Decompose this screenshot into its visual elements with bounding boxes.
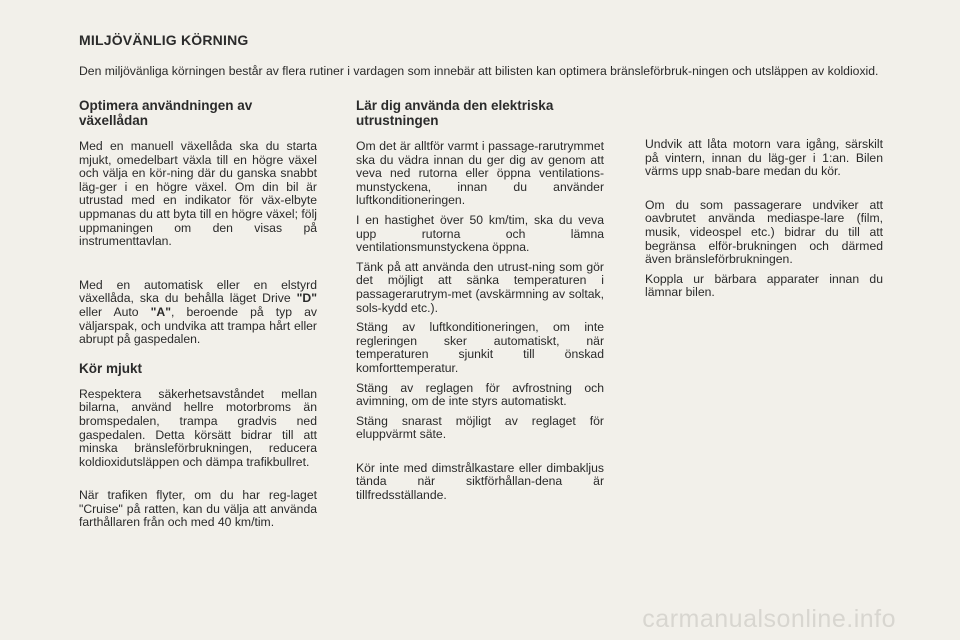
- paragraph-sunshade: Tänk på att använda den utrust-ning som gör det möjligt att sänka temperaturen i passagerarutrym-met (avskärmning av soltak, sols-kydd etc.).: [356, 259, 604, 315]
- paragraph-air-conditioning: Stäng av luftkonditioneringen, om inte regleringen sker automatiskt, när temperaturen sjunkit till önskad komforttemperatur.: [356, 320, 604, 375]
- heading-gearbox: Optimera användningen av växellådan: [79, 98, 253, 128]
- heading-electrical-equipment: Lär dig använda den elektriska utrustningen: [356, 98, 554, 128]
- paragraph-automatic-gearbox: [79, 279, 317, 347]
- column-right: [645, 138, 883, 306]
- intro-paragraph: Den miljövänliga körningen består av flera rutiner i vardagen som innebär att bilisten kan optimera bränsleförbruk-ningen och utsläppen av koldioxid.: [79, 64, 879, 78]
- paragraph-idle-engine: Undvik att låta motorn vara igång, särskilt på vintern, innan du läg-ger i 1:an. Bilen värms upp snab-bare medan du kör.: [645, 137, 883, 179]
- paragraph-media-player: Om du som passagerare undviker att oavbrutet använda mediaspe-lare (film, musik, videospel etc.) bidrar du till att begränsa elför-brukningen och därmed även bränsleförbrukningen.: [645, 197, 883, 267]
- heading-drive-smoothly: Kör mjukt: [79, 360, 143, 376]
- auto-mode-label: "A": [150, 304, 171, 319]
- paragraph-fog-lights: Kör inte med dimstrålkastare eller dimbakljus tända när siktförhållan-dena är tillfredsställande.: [356, 460, 604, 503]
- text-segment: , beroende på typ av väljarspak, och undvika att trampa hårt eller abrupt på gaspedalen.: [79, 304, 317, 347]
- paragraph-ventilate: Om det är alltför varmt i passage-rarutrymmet ska du vädra innan du ger dig av genom att veva ned rutorna eller öppna ventilations-munstyckena, innan du använder luftkonditioneringen.: [356, 139, 604, 208]
- paragraph-manual-gearbox: Med en manuell växellåda ska du starta mjukt, omedelbart växla till en högre växel och välja en kör-ning där du ganska snabbt läg-ger i en högre växel. Om din bil är utrustad med en indikator för väx-elbyte uppmanas du att byta till en högre växel; följ uppmaningen om den visas på instrumenttavlan.: [79, 139, 317, 249]
- paragraph-cruise-control: När trafiken flyter, om du har reg-laget "Cruise" på ratten, kan du välja att använda farthållaren från och med 40 km/tim.: [79, 488, 317, 530]
- column-left: [79, 98, 317, 536]
- text-segment: eller Auto: [79, 304, 151, 319]
- paragraph-portable-devices: Koppla ur bärbara apparater innan du lämnar bilen.: [645, 271, 883, 300]
- column-middle: [356, 98, 604, 509]
- page-title: MILJÖVÄNLIG KÖRNING: [79, 32, 249, 48]
- text-segment: Med en automatisk eller en elstyrd växellåda, ska du behålla läget Drive: [79, 277, 317, 306]
- paragraph-speed-windows: I en hastighet över 50 km/tim, ska du veva upp rutorna och lämna ventilationsmunstyckena öppna.: [356, 212, 604, 255]
- paragraph-defrost: Stäng av reglagen för avfrostning och avimning, om de inte styrs automatiskt.: [356, 380, 604, 409]
- paragraph-safety-distance: Respektera säkerhetsavståndet mellan bilarna, använd hellre motorbroms än bromspedalen, trampa gradvis ned gaspedalen. Detta körsätt bidrar till att minska bränsleförbrukningen, reducera koldioxidutsläppen och dämpa trafikbullret.: [79, 386, 317, 469]
- drive-mode-label: "D": [296, 291, 317, 306]
- watermark: carmanualsonline.info: [642, 605, 896, 633]
- paragraph-heated-seat: Stäng snarast möjligt av reglaget för eluppvärmt säte.: [356, 413, 604, 442]
